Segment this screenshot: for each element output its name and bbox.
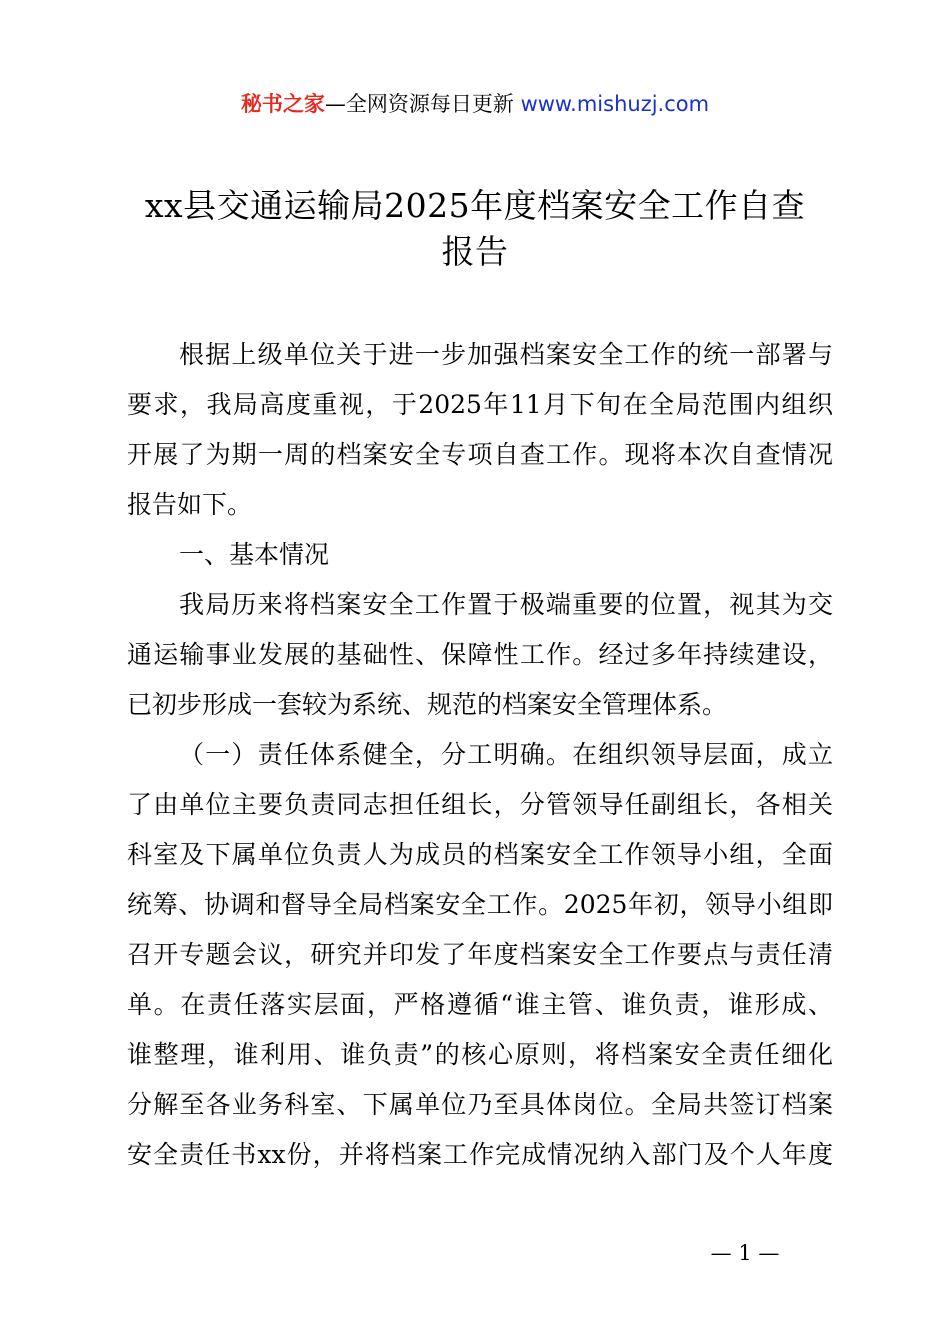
- text-line: 通运输事业发展的基础性、保障性工作。经过多年持续建设，: [127, 640, 833, 669]
- text-line: 单。在责任落实层面，严格遵循“谁主管、谁负责，谁形成、: [127, 990, 833, 1019]
- text-line: 召开专题会议，研究并印发了年度档案安全工作要点与责任清: [127, 940, 833, 969]
- text-line: 开展了为期一周的档案安全专项自查工作。现将本次自查情况: [127, 440, 833, 469]
- text-line: 了由单位主要负责同志担任组长，分管领导任副组长，各相关: [127, 790, 833, 819]
- text-line: 已初步形成一套较为系统、规范的档案安全管理体系。: [127, 690, 728, 719]
- title-line-1: xx县交通运输局2025年度档案安全工作自查: [144, 186, 806, 225]
- brand-name: 秘书之家: [240, 92, 325, 116]
- text-line: 我局历来将档案安全工作置于极端重要的位置，视其为交: [179, 590, 833, 619]
- header-slogan: —全网资源每日更新: [324, 92, 514, 116]
- document-title: [110, 183, 840, 275]
- title-line-2: 报告: [441, 232, 509, 271]
- text-line: 报告如下。: [127, 490, 253, 519]
- text-line: 要求，我局高度重视，于2025年11月下旬在全局范围内组织: [127, 390, 833, 419]
- text-line: 统筹、协调和督导全局档案安全工作。2025年初，领导小组即: [127, 890, 833, 919]
- document-body: [127, 330, 833, 1180]
- text-line: 科室及下属单位负责人为成员的档案安全工作领导小组，全面: [127, 840, 833, 869]
- text-line: 根据上级单位关于进一步加强档案安全工作的统一部署与: [179, 340, 833, 369]
- text-line: 谁整理，谁利用、谁负责”的核心原则，将档案安全责任细化: [127, 1040, 833, 1069]
- site-url-link[interactable]: www.mishuzj.com: [520, 92, 710, 116]
- page-number: — 1 —: [710, 1241, 780, 1265]
- text-line: 安全责任书xx份，并将档案工作完成情况纳入部门及个人年度: [127, 1140, 833, 1169]
- site-header: [0, 88, 950, 120]
- text-line: 分解至各业务科室、下属单位乃至具体岗位。全局共签订档案: [127, 1090, 833, 1119]
- section-heading: 一、基本情况: [179, 540, 330, 569]
- subsection-line: （一）责任体系健全，分工明确。在组织领导层面，成立: [179, 740, 833, 769]
